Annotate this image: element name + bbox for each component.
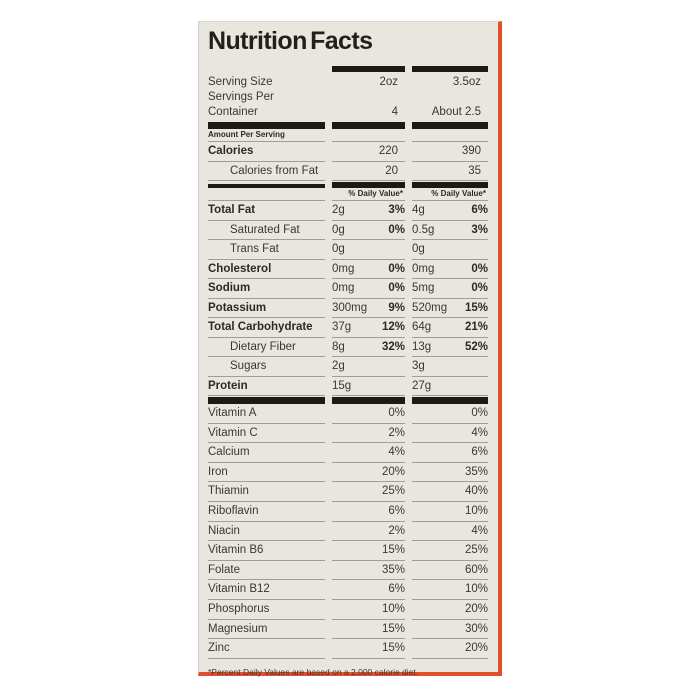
- nutrient-col2: [412, 318, 488, 338]
- col1-daily-value: 35%: [332, 561, 405, 581]
- col2-daily-value: 52%: [464, 340, 488, 353]
- nutrient-col2: [412, 201, 488, 221]
- nutrient-col2: [412, 299, 488, 319]
- nutrient-col2: [412, 338, 488, 358]
- col2-daily-value: 10%: [412, 580, 488, 600]
- vitamin-row: [208, 620, 488, 640]
- table-row: [208, 162, 488, 182]
- vitamin-name: Thiamin: [208, 482, 325, 502]
- col1-amount: 2g: [332, 360, 345, 372]
- divider-bars-full: [208, 122, 488, 129]
- vitamin-name: Phosphorus: [208, 600, 325, 620]
- serving-section: [208, 75, 488, 120]
- col1-daily-value: 0%: [388, 223, 405, 236]
- calories-section: [208, 142, 488, 181]
- nutrient-row: [208, 338, 488, 358]
- vitamin-row: [208, 639, 488, 659]
- col2-amount: 0.5g: [412, 223, 435, 236]
- col1-amount: 0g: [332, 223, 345, 236]
- col2-amount: 27g: [412, 379, 432, 392]
- daily-value-footnote: *Percent Daily Values are based on a 2,000 calorie diet.: [208, 666, 419, 677]
- col1-value: 220: [332, 142, 405, 162]
- col2-amount: 0g: [412, 243, 425, 255]
- nutrient-row: [208, 377, 488, 397]
- col1-daily-value: 2%: [332, 522, 405, 542]
- nutrient-col2: [412, 279, 488, 299]
- col2-amount: 520mg: [412, 301, 448, 314]
- col2-value: 35: [412, 162, 488, 182]
- col1-value: 2oz: [379, 76, 398, 88]
- col2-amount: 3g: [412, 360, 425, 372]
- daily-value-header-col1: % Daily Value*: [332, 188, 405, 201]
- col1-daily-value: 12%: [381, 321, 405, 333]
- nutrient-row: [208, 279, 488, 299]
- amount-per-serving-label: Amount Per Serving: [208, 129, 325, 142]
- nutrient-name: Saturated Fat: [208, 221, 325, 241]
- col1-daily-value: 25%: [332, 482, 405, 502]
- vitamin-row: [208, 463, 488, 483]
- nutrient-row: [208, 201, 488, 221]
- vitamin-row: [208, 561, 488, 581]
- col2-value: About 2.5: [431, 106, 481, 118]
- col1-amount: 0mg: [332, 282, 355, 294]
- col2-daily-value: 60%: [412, 561, 488, 581]
- col2-daily-value: 0%: [471, 282, 488, 294]
- col1-daily-value: 0%: [388, 262, 405, 275]
- col1-daily-value: 0%: [332, 404, 405, 424]
- vitamin-row: [208, 541, 488, 561]
- label-content: [199, 22, 498, 678]
- nutrient-col2: [412, 221, 488, 241]
- table-row: [208, 142, 488, 162]
- col1-daily-value: 32%: [381, 340, 405, 353]
- nutrient-col1: [332, 260, 405, 280]
- nutrient-name: Dietary Fiber: [208, 338, 325, 358]
- col1-value: 20: [332, 162, 405, 182]
- nutrient-name: Sodium: [208, 279, 325, 299]
- row-label: Serving Size: [208, 76, 273, 88]
- vitamin-name: Iron: [208, 463, 325, 483]
- vitamin-name: Riboflavin: [208, 502, 325, 522]
- divider-bars-vitamins: [208, 397, 488, 404]
- nutrient-name: Trans Fat: [208, 240, 325, 260]
- col2-daily-value: 6%: [412, 443, 488, 463]
- nutrient-name: Potassium: [208, 299, 325, 319]
- col1-daily-value: 3%: [388, 204, 405, 216]
- col1-daily-value: 6%: [332, 502, 405, 522]
- col2-value: 390: [412, 142, 488, 162]
- col2-value: 3.5oz: [452, 76, 481, 88]
- table-row: [208, 90, 488, 120]
- vitamin-name: Zinc: [208, 639, 325, 659]
- col2-daily-value: 25%: [412, 541, 488, 561]
- vitamin-name: Vitamin B6: [208, 541, 325, 561]
- divider-bars-columns-top: [208, 66, 488, 72]
- nutrient-col1: [332, 279, 405, 299]
- nutrient-col2: [412, 377, 488, 397]
- nutrient-col2: [412, 240, 488, 260]
- column2-bar: [412, 66, 488, 72]
- vitamin-name: Niacin: [208, 522, 325, 542]
- vitamin-row: [208, 404, 488, 424]
- vitamin-name: Magnesium: [208, 620, 325, 640]
- nutrient-col1: [332, 377, 405, 397]
- col2-daily-value: 4%: [412, 522, 488, 542]
- table-row: [208, 75, 488, 90]
- col1-daily-value: 20%: [332, 463, 405, 483]
- col1-value: 4: [391, 106, 398, 118]
- col1-daily-value: 10%: [332, 600, 405, 620]
- col1-daily-value: 6%: [332, 580, 405, 600]
- col2-daily-value: 0%: [471, 262, 488, 275]
- col2-daily-value: 20%: [412, 639, 488, 659]
- col2-daily-value: 15%: [464, 301, 488, 314]
- nutrient-col1: [332, 338, 405, 358]
- col1-daily-value: 2%: [332, 424, 405, 444]
- col2-daily-value: 3%: [471, 223, 488, 236]
- vitamin-row: [208, 580, 488, 600]
- col2-amount: 4g: [412, 204, 425, 216]
- col1-daily-value: 15%: [332, 541, 405, 561]
- nutrient-row: [208, 318, 488, 338]
- nutrient-row: [208, 260, 488, 280]
- nutrient-row: [208, 357, 488, 377]
- nutrient-col1: [332, 357, 405, 377]
- col1-daily-value: 4%: [332, 443, 405, 463]
- nutrient-name: Total Carbohydrate: [208, 318, 325, 338]
- nutrient-name: Cholesterol: [208, 260, 325, 280]
- col2-daily-value: 0%: [412, 404, 488, 424]
- col2-daily-value: 4%: [412, 424, 488, 444]
- nutrient-name: Sugars: [208, 357, 325, 377]
- nutrient-name: Total Fat: [208, 201, 325, 221]
- nutrient-col1: [332, 240, 405, 260]
- nutrients-section: [208, 201, 488, 396]
- col2-daily-value: 21%: [464, 321, 488, 333]
- vitamin-name: Vitamin B12: [208, 580, 325, 600]
- vitamin-row: [208, 600, 488, 620]
- vitamin-row: [208, 522, 488, 542]
- col2-daily-value: 35%: [412, 463, 488, 483]
- col1-amount: 0mg: [332, 262, 355, 275]
- nutrient-row: [208, 299, 488, 319]
- nutrient-col1: [332, 299, 405, 319]
- col2-amount: 13g: [412, 340, 432, 353]
- col2-amount: 0mg: [412, 262, 435, 275]
- vitamin-row: [208, 424, 488, 444]
- row-label: Calories from Fat: [208, 162, 325, 182]
- amount-per-serving-row: [208, 129, 488, 142]
- col2-amount: 64g: [412, 321, 432, 333]
- col1-amount: 2g: [332, 204, 345, 216]
- col2-daily-value: 10%: [412, 502, 488, 522]
- vitamin-name: Vitamin C: [208, 424, 325, 444]
- vitamin-name: Vitamin A: [208, 404, 325, 424]
- daily-value-header-col2: % Daily Value*: [412, 188, 488, 201]
- nutrient-col2: [412, 357, 488, 377]
- row-label: Calories: [208, 142, 325, 162]
- vitamin-name: Calcium: [208, 443, 325, 463]
- col2-daily-value: 20%: [412, 600, 488, 620]
- column1-bar: [332, 66, 405, 72]
- nutrient-col1: [332, 221, 405, 241]
- col2-daily-value: 30%: [412, 620, 488, 640]
- col1-daily-value: 0%: [388, 282, 405, 294]
- nutrient-row: [208, 221, 488, 241]
- col1-daily-value: 15%: [332, 620, 405, 640]
- nutrient-row: [208, 240, 488, 260]
- col2-daily-value: 40%: [412, 482, 488, 502]
- vitamin-row: [208, 482, 488, 502]
- col1-amount: 300mg: [332, 301, 368, 314]
- vitamin-name: Folate: [208, 561, 325, 581]
- vitamins-section: [208, 404, 488, 659]
- page-title: Nutrition Facts: [208, 27, 373, 55]
- col2-amount: 5mg: [412, 282, 435, 294]
- col1-amount: 15g: [332, 379, 352, 392]
- daily-value-header-row: [208, 188, 488, 201]
- vitamin-row: [208, 502, 488, 522]
- col1-amount: 8g: [332, 340, 345, 353]
- nutrition-facts-label: [198, 21, 502, 676]
- col1-amount: 0g: [332, 243, 345, 255]
- col1-amount: 37g: [332, 321, 352, 333]
- nutrient-col1: [332, 201, 405, 221]
- nutrient-col1: [332, 318, 405, 338]
- nutrient-col2: [412, 260, 488, 280]
- col2-daily-value: 6%: [471, 204, 488, 216]
- nutrient-name: Protein: [208, 377, 325, 397]
- col1-daily-value: 9%: [388, 301, 405, 314]
- row-label: Servings Per Container: [208, 91, 274, 118]
- vitamin-row: [208, 443, 488, 463]
- col1-daily-value: 15%: [332, 639, 405, 659]
